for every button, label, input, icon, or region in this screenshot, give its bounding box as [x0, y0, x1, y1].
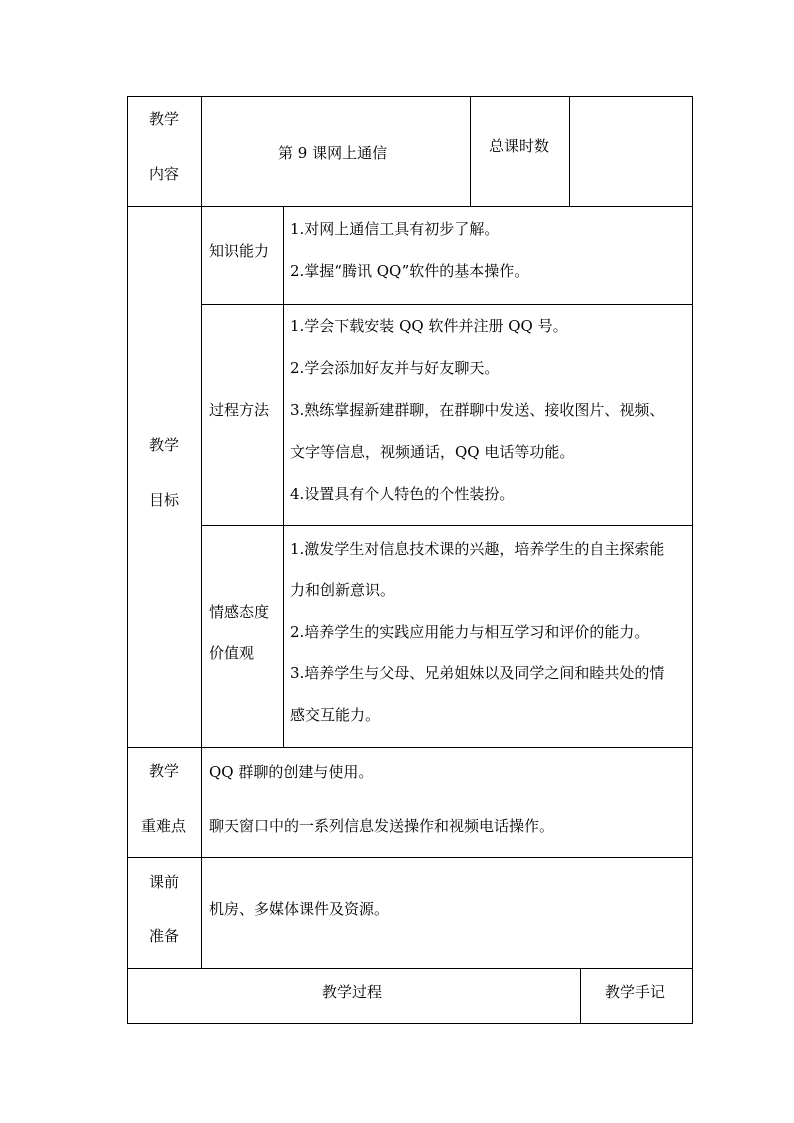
keypoints-line: 聊天窗口中的一系列信息发送操作和视频电话操作。: [209, 817, 555, 835]
content-label-line2: 内容: [149, 165, 180, 183]
process-label: 过程方法: [209, 401, 270, 419]
emotion-line: 3.培养学生与父母、兄弟姐妹以及同学之间和睦共处的情: [290, 664, 665, 682]
table-divider: [201, 525, 693, 526]
process-line: 文字等信息，视频通话，QQ 电话等功能。: [290, 443, 575, 461]
process-line: 4.设置具有个人特色的个性装扮。: [290, 485, 515, 503]
table-divider: [569, 96, 570, 206]
lesson-title: 第 9 课网上通信: [278, 144, 388, 162]
emotion-line: 力和创新意识。: [290, 581, 396, 599]
knowledge-line: 2.掌握“腾讯 QQ”软件的基本操作。: [290, 262, 530, 280]
table-divider: [283, 206, 284, 747]
emotion-line: 感交互能力。: [290, 706, 381, 724]
keypoints-line: QQ 群聊的创建与使用。: [209, 763, 374, 781]
table-border-bottom: [127, 1023, 693, 1024]
emotion-label-line1: 情感态度: [209, 603, 270, 621]
knowledge-line: 1.对网上通信工具有初步了解。: [290, 220, 500, 238]
content-label-line1: 教学: [149, 110, 180, 128]
teaching-notes-header: 教学手记: [605, 983, 666, 1001]
process-line: 2.学会添加好友并与好友聊天。: [290, 359, 500, 377]
table-divider: [127, 968, 693, 969]
emotion-line: 2.培养学生的实践应用能力与相互学习和评价的能力。: [290, 623, 650, 641]
emotion-line: 1.激发学生对信息技术课的兴趣，培养学生的自主探索能: [290, 540, 665, 558]
objectives-label-line2: 目标: [149, 491, 180, 509]
table-border-top: [127, 96, 693, 97]
objectives-label-line1: 教学: [149, 436, 180, 454]
table-divider: [127, 857, 693, 858]
prep-label-line1: 课前: [149, 873, 180, 891]
table-divider: [127, 206, 693, 207]
total-hours-label: 总课时数: [489, 137, 550, 155]
prep-label-line2: 准备: [149, 927, 180, 945]
table-divider: [580, 968, 581, 1024]
table-divider: [470, 96, 471, 206]
keypoints-label-line2: 重难点: [141, 817, 187, 835]
table-divider: [201, 96, 202, 968]
knowledge-label: 知识能力: [209, 242, 270, 260]
table-border-left: [127, 96, 128, 1024]
process-line: 3.熟练掌握新建群聊，在群聊中发送、接收图片、视频、: [290, 401, 665, 419]
table-divider: [201, 304, 693, 305]
keypoints-label-line1: 教学: [149, 762, 180, 780]
emotion-label-line2: 价值观: [209, 644, 255, 662]
table-divider: [127, 747, 693, 748]
teaching-process-header: 教学过程: [322, 983, 383, 1001]
table-border-right: [692, 96, 693, 1024]
prep-text: 机房、多媒体课件及资源。: [209, 900, 390, 918]
process-line: 1.学会下载安装 QQ 软件并注册 QQ 号。: [290, 317, 568, 335]
